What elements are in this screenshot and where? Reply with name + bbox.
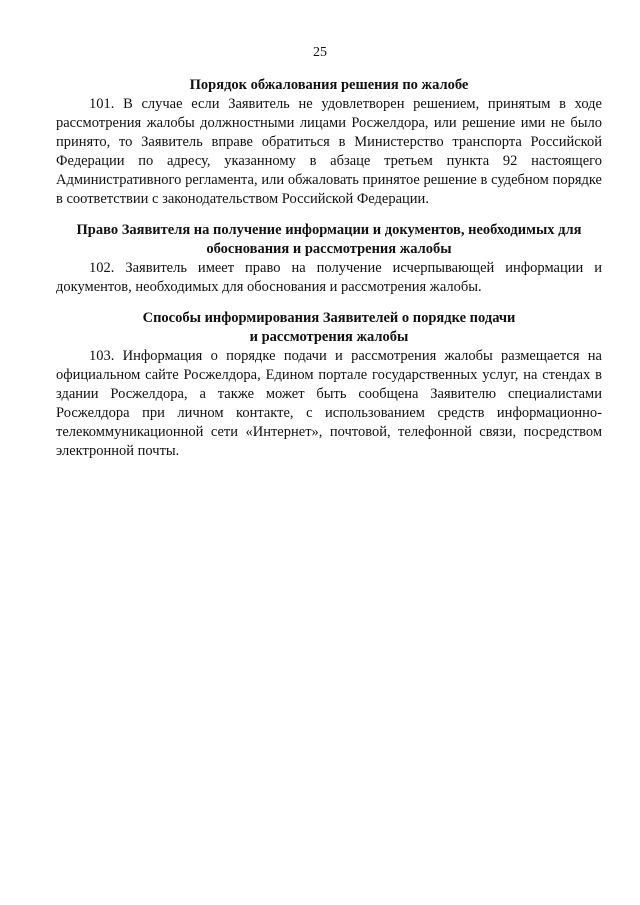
heading-line: обоснования и рассмотрения жалобы [206, 241, 452, 257]
heading-line: Право Заявителя на получение информации и документов, необходимых для [76, 222, 582, 238]
section-informing-methods [56, 309, 602, 461]
section-heading [56, 221, 602, 259]
heading-line: и рассмотрения жалобы [249, 329, 409, 345]
paragraph-103: 103. Информация о порядке подачи и рассмотрения жалобы размещается на официальном сайте Росжелдора, Едином портале государственных услуг, на стендах в здании Росжелдора, а также может быть сообщена Заявителю специалистами Росжелдора при личном контакте, с использованием средств информационно-телекоммуникационной сети «Интернет», почтовой, телефонной связи, посредством электронной почты. [56, 348, 602, 459]
heading-line: Порядок обжалования решения по жалобе [189, 77, 469, 93]
page-number: 25 [313, 45, 327, 60]
section-right-to-information [56, 221, 602, 297]
heading-line: Способы информирования Заявителей о порядке подачи [142, 310, 516, 326]
section-appeal-procedure [56, 76, 602, 209]
section-heading [56, 76, 602, 95]
paragraph-102: 102. Заявитель имеет право на получение исчерпывающей информации и документов, необходимых для обоснования и рассмотрения жалобы. [56, 260, 602, 295]
paragraph-101: 101. В случае если Заявитель не удовлетворен решением, принятым в ходе рассмотрения жалобы должностными лицами Росжелдора, или решение ими не было принято, то Заявитель вправе обратиться в Министерство транспорта Российской Федерации по адресу, указанному в абзаце третьем пункта 92 настоящего Административного регламента, или обжаловать принятое решение в судебном порядке в соответствии с законодательством Российской Федерации. [56, 96, 602, 207]
section-heading [56, 309, 602, 347]
document-body [56, 76, 602, 461]
